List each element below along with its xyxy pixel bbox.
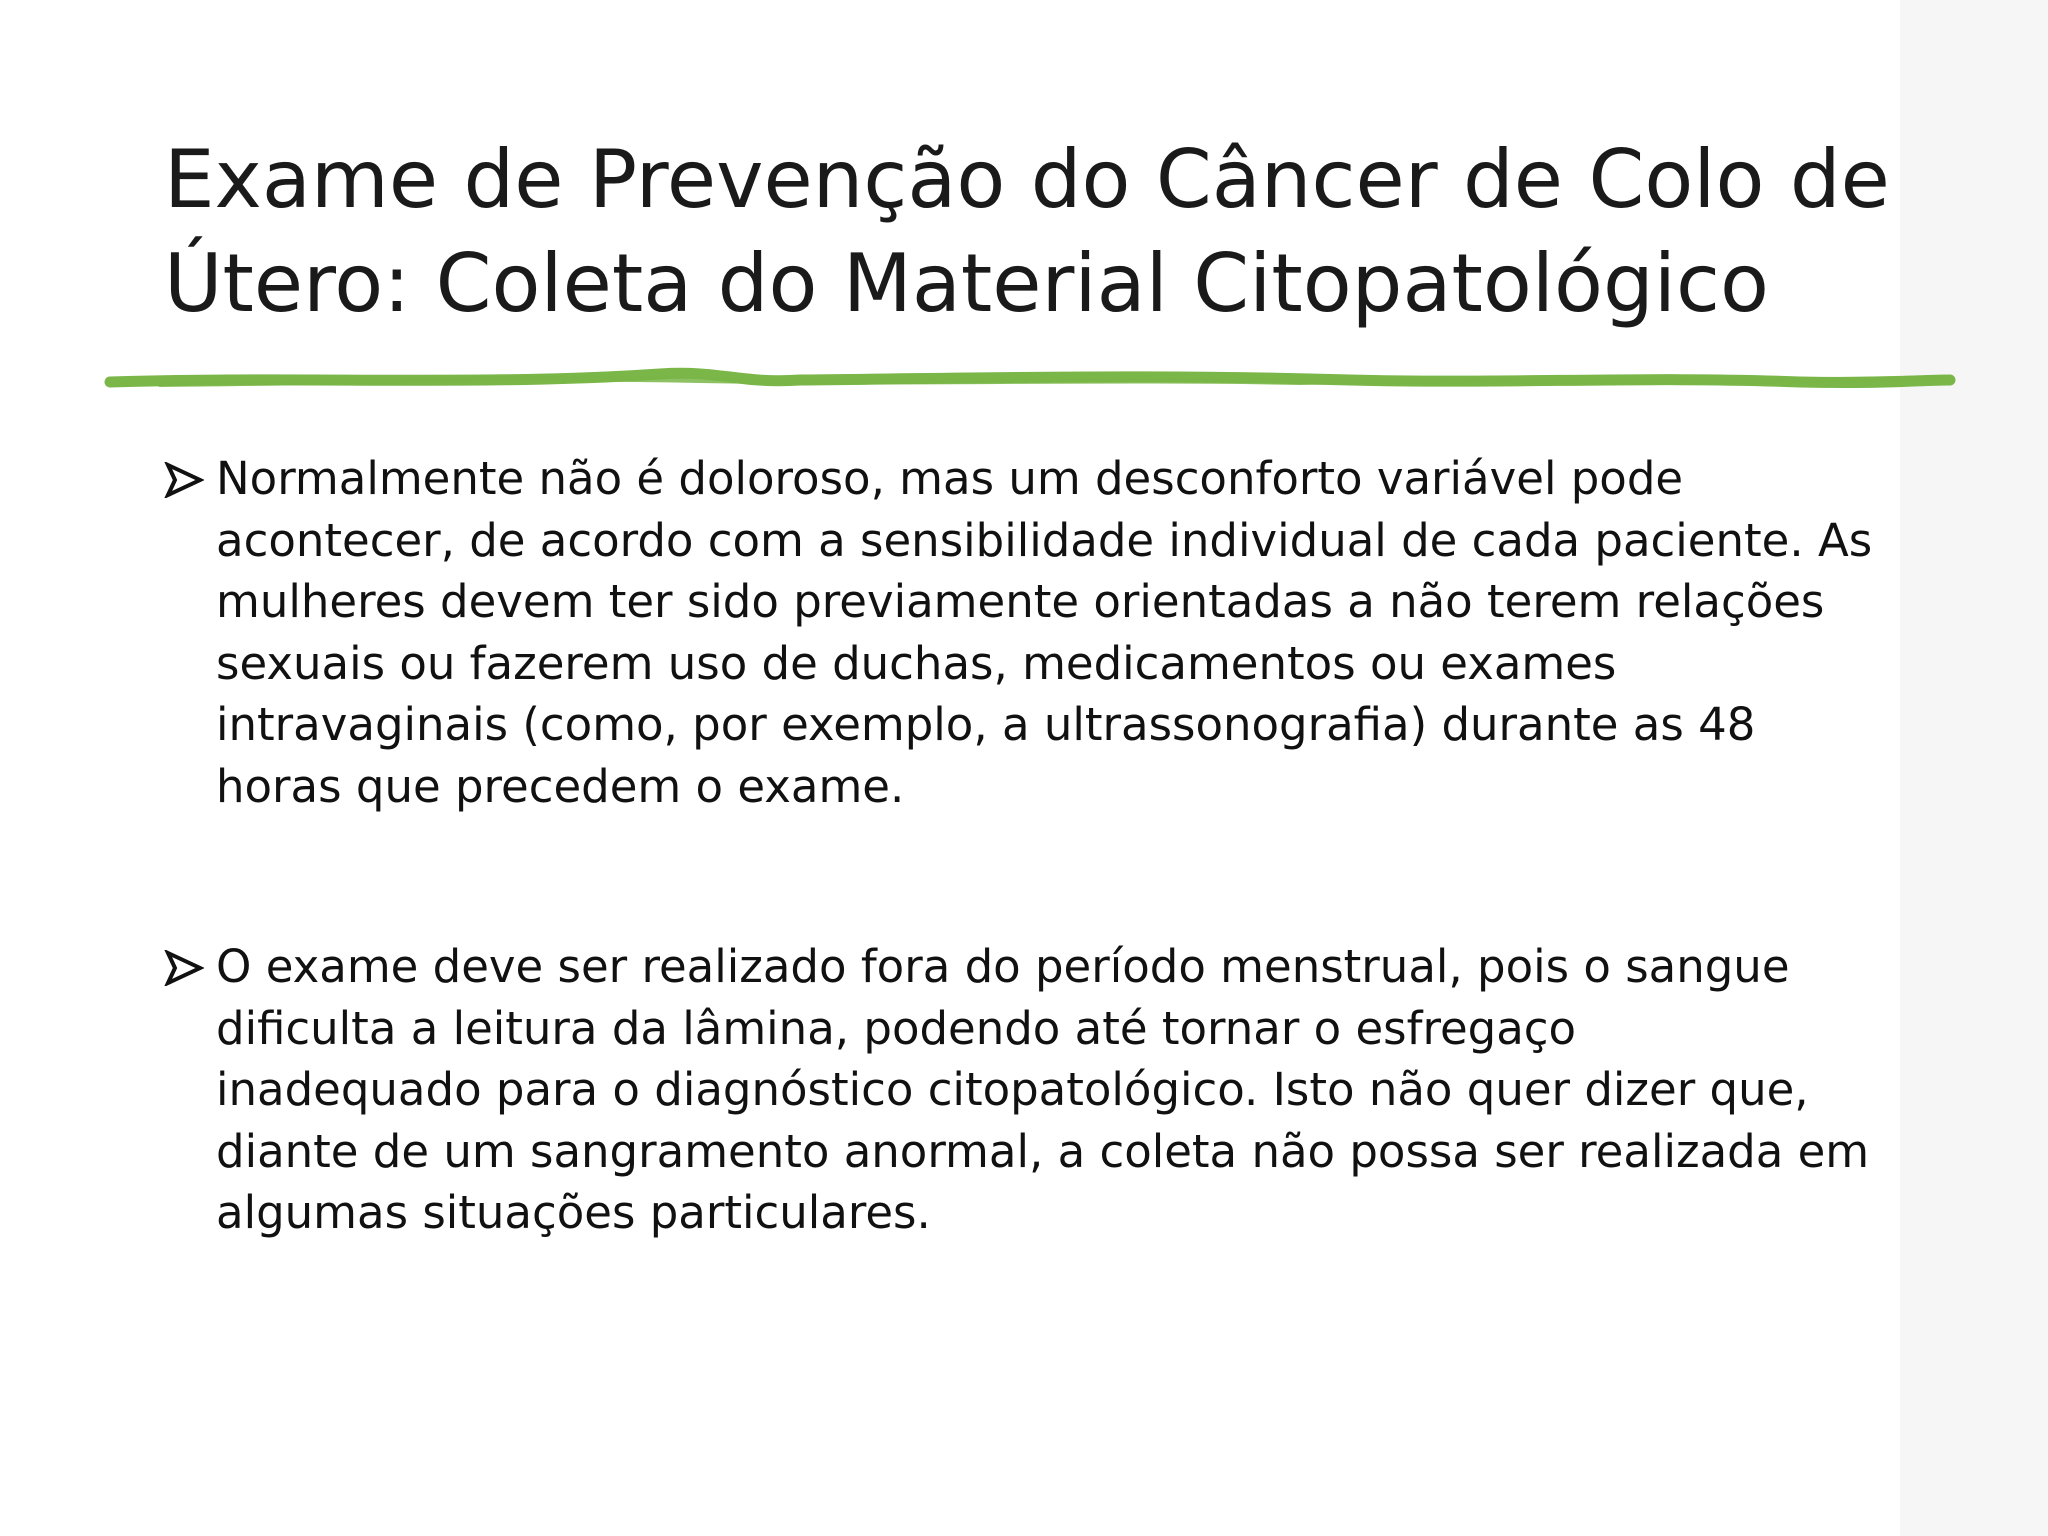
arrow-bullet-icon xyxy=(164,950,204,986)
bullet-text-line: intravaginais (como, por exemplo, a ultrassonografia) durante as 48 xyxy=(216,698,1756,751)
bullet-text-line: algumas situações particulares. xyxy=(216,1186,931,1239)
bullet-text-line: O exame deve ser realizado fora do período menstrual, pois o sangue xyxy=(216,940,1790,993)
bullet-item xyxy=(164,448,1924,817)
green-brush-underline xyxy=(100,360,1960,400)
bullet-list xyxy=(164,448,1924,1244)
slide-title-line-1: Exame de Prevenção do Câncer de Colo de xyxy=(164,133,1890,226)
bullet-text-line: acontecer, de acordo com a sensibilidade individual de cada paciente. As xyxy=(216,513,1873,567)
bullet-text-line: mulheres devem ter sido previamente orientadas a não terem relações xyxy=(216,575,1825,628)
bullet-text-line: dificulta a leitura da lâmina, podendo até tornar o esfregaço xyxy=(216,1001,1577,1055)
bullet-text-line: sexuais ou fazerem uso de duchas, medicamentos ou exames xyxy=(216,636,1617,690)
bullet-text-line: inadequado para o diagnóstico citopatológico. Isto não quer dizer que, xyxy=(216,1063,1809,1116)
arrow-bullet-icon xyxy=(164,462,204,498)
slide-title-line-2: Útero: Coleta do Material Citopatológico xyxy=(164,237,1769,330)
bullet-text-line: diante de um sangramento anormal, a coleta não possa ser realizada em xyxy=(216,1124,1870,1178)
bullet-item xyxy=(164,936,1924,1244)
bullet-text-line: horas que precedem o exame. xyxy=(216,759,905,813)
slide-title xyxy=(164,128,1964,336)
bullet-text-line: Normalmente não é doloroso, mas um desconforto variável pode xyxy=(216,452,1684,505)
